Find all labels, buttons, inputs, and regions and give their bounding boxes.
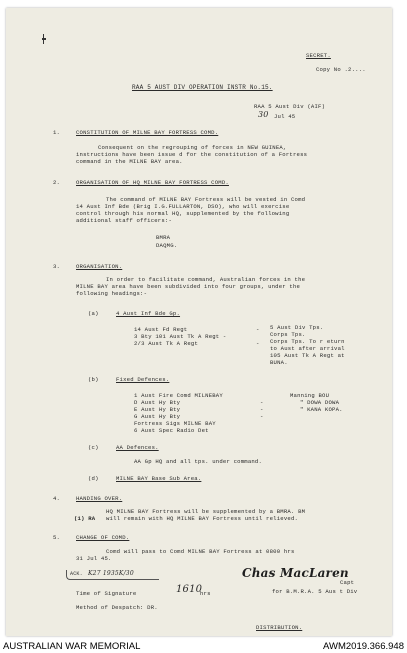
- unit-line: E Aust Hy Bty: [134, 406, 181, 413]
- paragraph-line: following headings:-: [76, 290, 148, 297]
- paragraph-line: Consequent on the regrouping of forces in NEW GUINEA,: [98, 144, 287, 151]
- paragraph-line: command in the MILNE BAY area.: [76, 158, 183, 165]
- security-classification: SECRET.: [306, 52, 331, 59]
- section-number: 2.: [53, 179, 61, 186]
- section-number: 4.: [53, 495, 61, 502]
- unit-line: 14 Aust Fd Regt: [134, 326, 188, 333]
- dash: -: [256, 326, 260, 333]
- unit-note: 105 Aust Tk A Regt at: [270, 352, 345, 359]
- paragraph-line: AA Gp HQ and all tps. under command.: [134, 458, 263, 465]
- subsection-label: (a): [88, 310, 99, 317]
- signature: Chas MacLaren: [242, 566, 349, 580]
- unit-note: 5 Aust Div Tps.: [270, 324, 324, 331]
- unit-note: BUNA.: [270, 359, 288, 366]
- margin-note: (1) RA: [74, 515, 96, 522]
- paragraph-line: control through his normal HQ, supplemented by the following: [76, 210, 290, 217]
- date-rest: Jul 45: [274, 113, 296, 120]
- unit-line: Fortress Sigs MILNE BAY: [134, 420, 216, 427]
- date-day: 30: [258, 110, 269, 119]
- archive-reference: AWM2019.366.948: [323, 641, 404, 652]
- section-heading: ORGANISATION.: [76, 263, 123, 270]
- section-number: 1.: [53, 129, 61, 136]
- unit-line: 2/3 Aust Tk A Regt: [134, 340, 199, 347]
- subsection-heading: 4 Aust Inf Bde Gp.: [116, 310, 181, 317]
- manning-note: Manning BOU: [290, 392, 330, 399]
- paragraph-line: The command of MILNE BAY Fortress will be vested in Comd: [106, 196, 306, 203]
- staff-officer: DAQMG.: [156, 242, 178, 249]
- dash: -: [260, 413, 264, 420]
- despatch-method: Method of Despatch: DR.: [76, 604, 158, 611]
- section-heading: HANDING OVER.: [76, 495, 123, 502]
- time-unit: hrs: [200, 590, 211, 597]
- paragraph-line: In order to facilitate command, Australian forces in the: [106, 276, 306, 283]
- unit-line: 1 Aust Fire Comd MILNEBAY: [134, 392, 223, 399]
- document-page: [6, 8, 392, 636]
- staff-officer: BMRA: [156, 234, 171, 241]
- paragraph-line: additional staff officers:-: [76, 217, 173, 224]
- time-value: 1610: [176, 584, 203, 595]
- distribution-heading: DISTRIBUTION.: [256, 624, 303, 631]
- unit-line: 6 Aust Spec Radio Det: [134, 427, 209, 434]
- dash: -: [260, 399, 264, 406]
- section-heading: ORGANISATION OF HQ MILNE BAY FORTRESS COMD.: [76, 179, 229, 186]
- ack-label: ACK.: [70, 571, 83, 577]
- archive-name: AUSTRALIAN WAR MEMORIAL: [3, 641, 141, 652]
- copy-number: Copy No .2....: [316, 66, 366, 73]
- paragraph-line: will remain with HQ MILNE BAY Fortress until relieved.: [106, 515, 299, 522]
- dash: -: [256, 340, 260, 347]
- paragraph-line: MILNE BAY area have been subdivided into four groups, under the: [76, 283, 301, 290]
- unit-line: 3 Bty 101 Aust Tk A Regt -: [134, 333, 227, 340]
- signoff-line: for B.M.R.A. 5 Aus t Div: [272, 588, 358, 595]
- subsection-heading: MILNE BAY Base Sub Area.: [116, 475, 202, 482]
- dash: -: [260, 406, 264, 413]
- subsection-label: (b): [88, 376, 99, 383]
- section-number: 5.: [53, 534, 61, 541]
- paragraph-line: instructions have been issue d for the constitution of a Fortress: [76, 151, 308, 158]
- subsection-label: (d): [88, 475, 99, 482]
- unit-note: Corps Tps.: [270, 331, 306, 338]
- paragraph-line: 31 Jul 45.: [76, 555, 112, 562]
- paragraph-line: 14 Aust Inf Bde (Brig I.G.FULLARTON, DSO), who will exercise: [76, 203, 290, 210]
- unit-note: to Aust after arrival: [270, 345, 345, 352]
- paragraph-line: Comd will pass to Comd MILNE BAY Fortress at 0800 hrs: [106, 548, 295, 555]
- section-heading: CHANGE OF COMD.: [76, 534, 130, 541]
- section-number: 3.: [53, 263, 61, 270]
- issuing-unit: RAA 5 Aust Div (AIF): [254, 103, 326, 110]
- unit-line: D Aust Hy Bty: [134, 399, 181, 406]
- archive-footer: [0, 640, 407, 653]
- unit-line: G Aust Hy Bty: [134, 413, 181, 420]
- subsection-heading: Fixed Defences.: [116, 376, 170, 383]
- unit-note: Corps Tps. To r eturn: [270, 338, 345, 345]
- time-label: Time of Signature: [76, 590, 137, 597]
- document-title: RAA 5 AUST DIV OPERATION INSTR No.15.: [132, 84, 273, 91]
- signatory-rank: Capt: [340, 579, 355, 586]
- paragraph-line: HQ MILNE BAY Fortress will be supplemented by a BMRA. BM: [106, 508, 306, 515]
- pin-mark: [43, 34, 44, 44]
- manning-note: " KANA KOPA.: [300, 406, 343, 413]
- manning-note: " DOWA DOWA: [300, 399, 340, 406]
- subsection-label: (c): [88, 444, 99, 451]
- subsection-heading: AA Defences.: [116, 444, 159, 451]
- ack-value: K27 1935K/30: [88, 570, 134, 577]
- section-heading: CONSTITUTION OF MILNE BAY FORTRESS COMD.: [76, 129, 219, 136]
